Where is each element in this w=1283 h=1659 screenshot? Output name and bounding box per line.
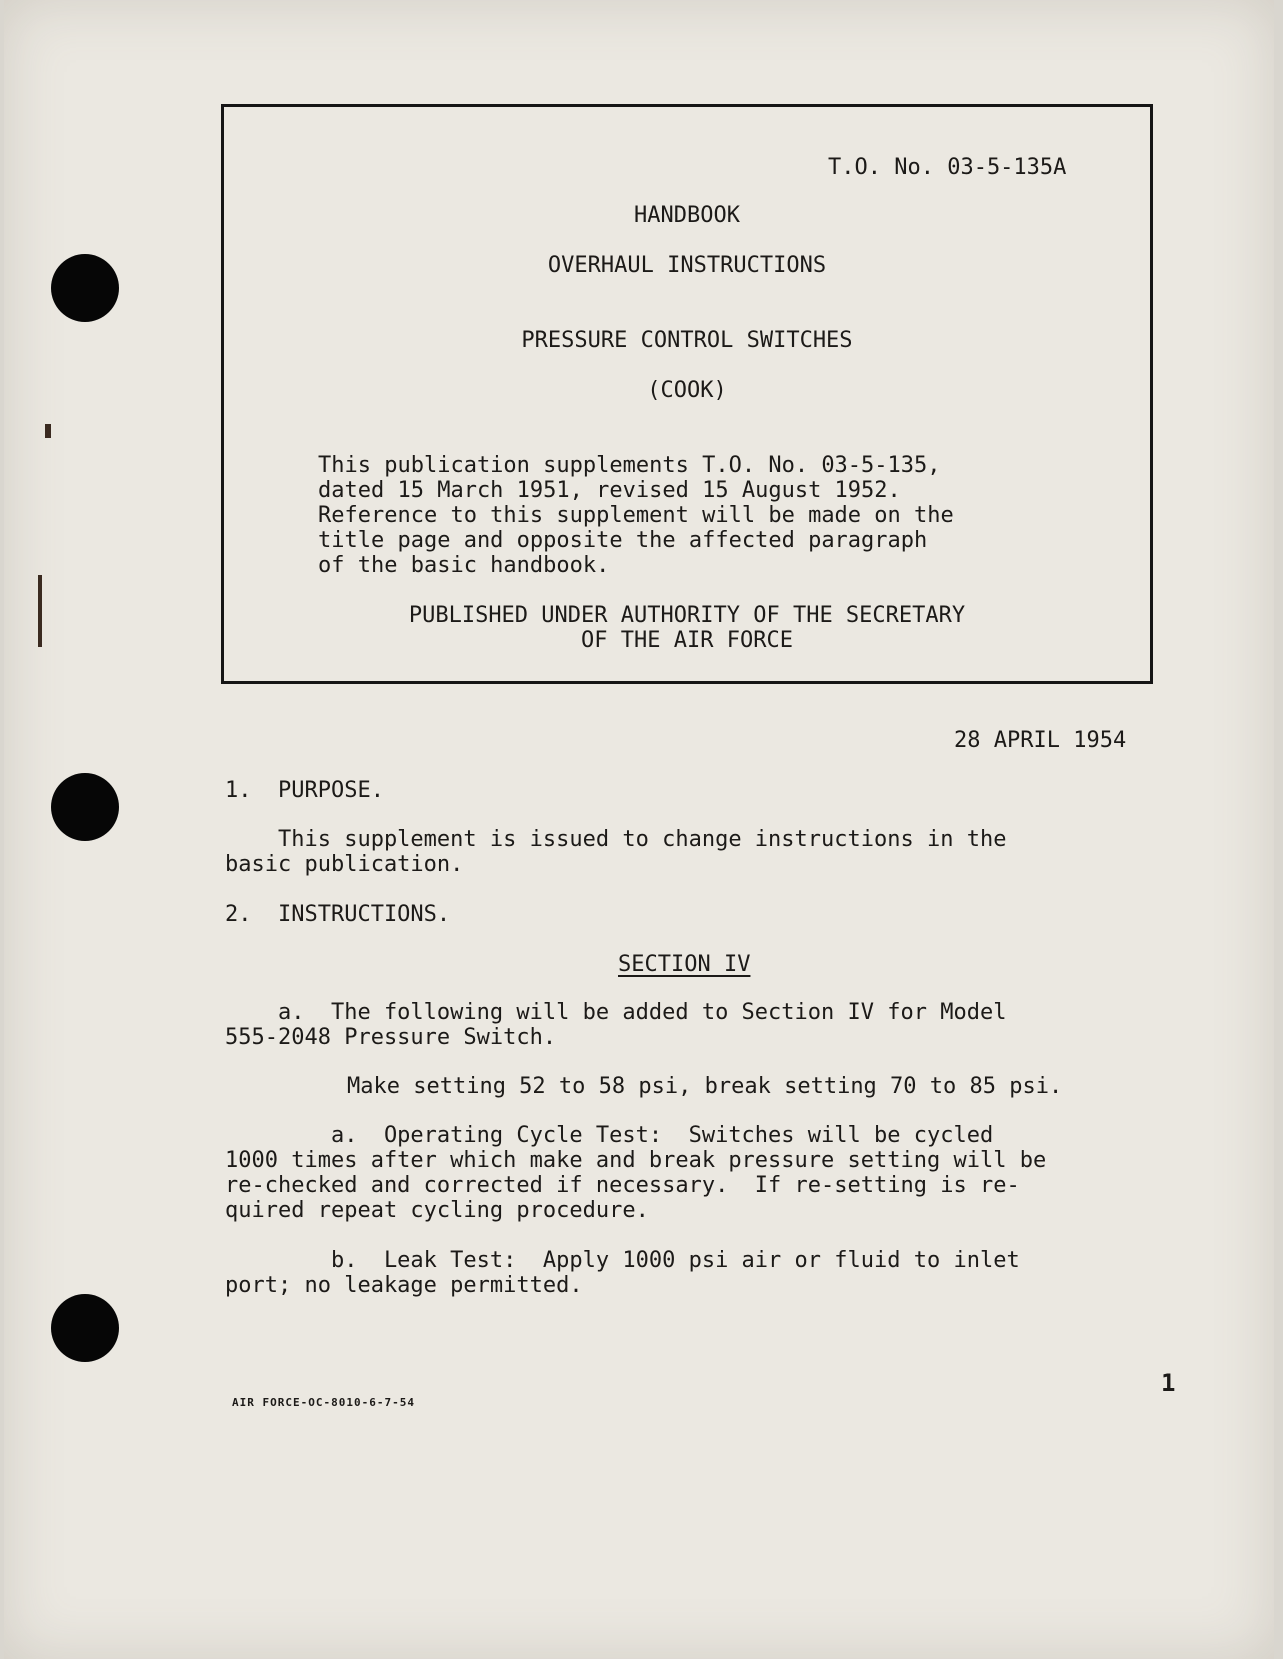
purpose-line: basic publication. [225, 852, 464, 877]
supplement-line: Reference to this supplement will be made on the [318, 503, 954, 528]
paper-mark [45, 424, 51, 438]
supplement-line: This publication supplements T.O. No. 03-5-135, [318, 453, 941, 478]
pressure-setting-line: Make setting 52 to 58 psi, break setting 70 to 85 psi. [347, 1074, 1063, 1099]
leak-test-line: port; no leakage permitted. [225, 1273, 583, 1298]
document-page [4, 0, 1274, 1659]
cycle-test-line: 1000 times after which make and break pressure setting will be [225, 1148, 1047, 1173]
to-number: T.O. No. 03-5-135A [828, 155, 1067, 180]
binder-hole-top [51, 254, 119, 322]
binder-hole-bottom [51, 1294, 119, 1362]
handbook-label: HANDBOOK [634, 203, 740, 228]
purpose-heading: 1. PURPOSE. [225, 778, 384, 803]
supplement-line: of the basic handbook. [318, 553, 610, 578]
manufacturer-label: (COOK) [647, 378, 727, 403]
paragraph-a-line: a. The following will be added to Section IV for Model [225, 1000, 1007, 1025]
authority-line: OF THE AIR FORCE [581, 628, 793, 653]
paper-mark [38, 575, 42, 647]
purpose-line: This supplement is issued to change instructions in the [225, 827, 1007, 852]
print-code: AIR FORCE-OC-8010-6-7-54 [232, 1396, 415, 1409]
page-number: 1 [1161, 1369, 1176, 1397]
authority-line: PUBLISHED UNDER AUTHORITY OF THE SECRETARY [408, 603, 966, 628]
leak-test-line: b. Leak Test: Apply 1000 psi air or fluid to inlet [225, 1248, 1020, 1273]
instructions-heading: 2. INSTRUCTIONS. [225, 902, 451, 927]
cycle-test-line: quired repeat cycling procedure. [225, 1198, 649, 1223]
document-subject: PRESSURE CONTROL SWITCHES [521, 328, 853, 353]
section-title: SECTION IV [618, 952, 751, 977]
supplement-line: title page and opposite the affected paragraph [318, 528, 928, 553]
issue-date: 28 APRIL 1954 [954, 728, 1127, 753]
paragraph-a-line: 555-2048 Pressure Switch. [225, 1025, 557, 1050]
supplement-line: dated 15 March 1951, revised 15 August 1952. [318, 478, 901, 503]
cycle-test-line: re-checked and corrected if necessary. If re-setting is re- [225, 1173, 1020, 1198]
cycle-test-line: a. Operating Cycle Test: Switches will be cycled [225, 1123, 994, 1148]
binder-hole-middle [51, 773, 119, 841]
overhaul-instructions-label: OVERHAUL INSTRUCTIONS [547, 253, 827, 278]
